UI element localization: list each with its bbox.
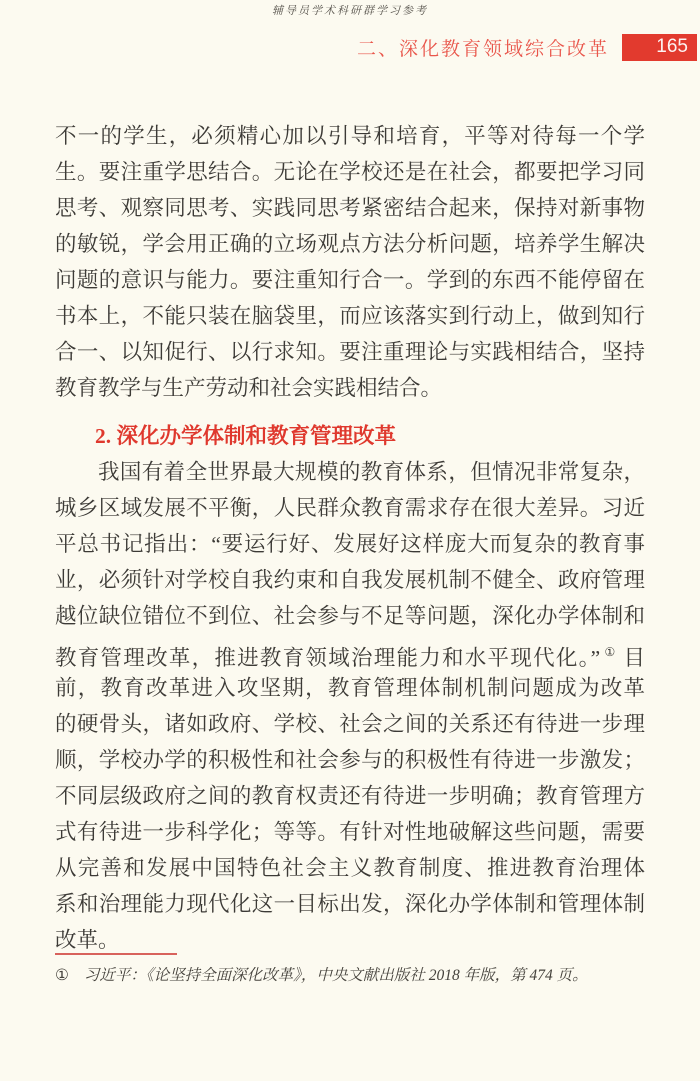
footnote-separator [55, 953, 177, 955]
paragraph2-line: 前，教育改革进入攻坚期，教育管理体制机制问题成为改革 [55, 676, 645, 700]
paragraph2-line-with-footnote-ref [55, 634, 645, 670]
page-number-badge: 165 [622, 34, 697, 61]
paragraph2-line: 城乡区域发展不平衡，人民群众教育需求存在很大差异。习近 [55, 496, 645, 520]
paragraph2-line: 从完善和发展中国特色社会主义教育制度、推进教育治理体 [55, 856, 645, 880]
paragraph1-line: 生。要注重学思结合。无论在学校还是在社会，都要把学习同 [55, 160, 645, 184]
paragraph1-line: 书本上，不能只装在脑袋里，而应该落实到行动上，做到知行 [55, 304, 645, 328]
paragraph2-line: 改革。 [55, 928, 120, 952]
running-header [0, 33, 700, 61]
paragraph2-line: 式有待进一步科学化；等等。有针对性地破解这些问题，需要 [55, 820, 645, 844]
line-text-before-ref: 教育管理改革，推进教育领域治理能力和水平现代化。” [55, 646, 601, 670]
footnote-ref-superscript: ① [603, 645, 617, 659]
paragraph2-line: 越位缺位错位不到位、社会参与不足等问题，深化办学体制和 [55, 604, 645, 628]
footnote-text: 习近平：《论坚持全面深化改革》，中央文献出版社 2018 年版，第 474 页。 [83, 967, 588, 984]
paragraph1-line: 合一、以知促行、以行求知。要注重理论与实践相结合，坚持 [55, 340, 645, 364]
paragraph1-line: 的敏锐，学会用正确的立场观点方法分析问题，培养学生解决 [55, 232, 645, 256]
paragraph1-line: 不一的学生，必须精心加以引导和培育，平等对待每一个学 [55, 124, 645, 148]
paragraph2-line: 平总书记指出：“要运行好、发展好这样庞大而复杂的教育事 [55, 532, 645, 556]
watermark-text: 辅导员学术科研群学习参考 [272, 5, 428, 17]
paragraph2-line: 不同层级政府之间的教育权责还有待进一步明确；教育管理方 [55, 784, 645, 808]
chapter-title: 二、深化教育领域综合改革 [356, 38, 609, 60]
footnote [55, 963, 630, 988]
paragraph1-line: 思考、观察同思考、实践同思考紧密结合起来，保持对新事物 [55, 196, 645, 220]
paragraph1-line: 教育教学与生产劳动和社会实践相结合。 [55, 376, 443, 400]
paragraph1-line: 问题的意识与能力。要注重知行合一。学到的东西不能停留在 [55, 268, 645, 292]
paragraph2-line: 系和治理能力现代化这一目标出发，深化办学体制和管理体制 [55, 892, 645, 916]
paragraph2-line: 我国有着全世界最大规模的教育体系，但情况非常复杂， [98, 460, 645, 484]
paragraph2-line: 业，必须针对学校自我约束和自我发展机制不健全、政府管理 [55, 568, 645, 592]
paragraph2-line: 顺，学校办学的积极性和社会参与的积极性有待进一步激发； [55, 748, 645, 772]
section-heading: 2. 深化办学体制和教育管理改革 [95, 424, 397, 448]
line-text-after-ref: 目 [623, 646, 645, 670]
footnote-marker: ① [55, 967, 69, 984]
paragraph2-line: 的硬骨头，诸如政府、学校、社会之间的关系还有待进一步理 [55, 712, 645, 736]
body-text [55, 118, 645, 958]
